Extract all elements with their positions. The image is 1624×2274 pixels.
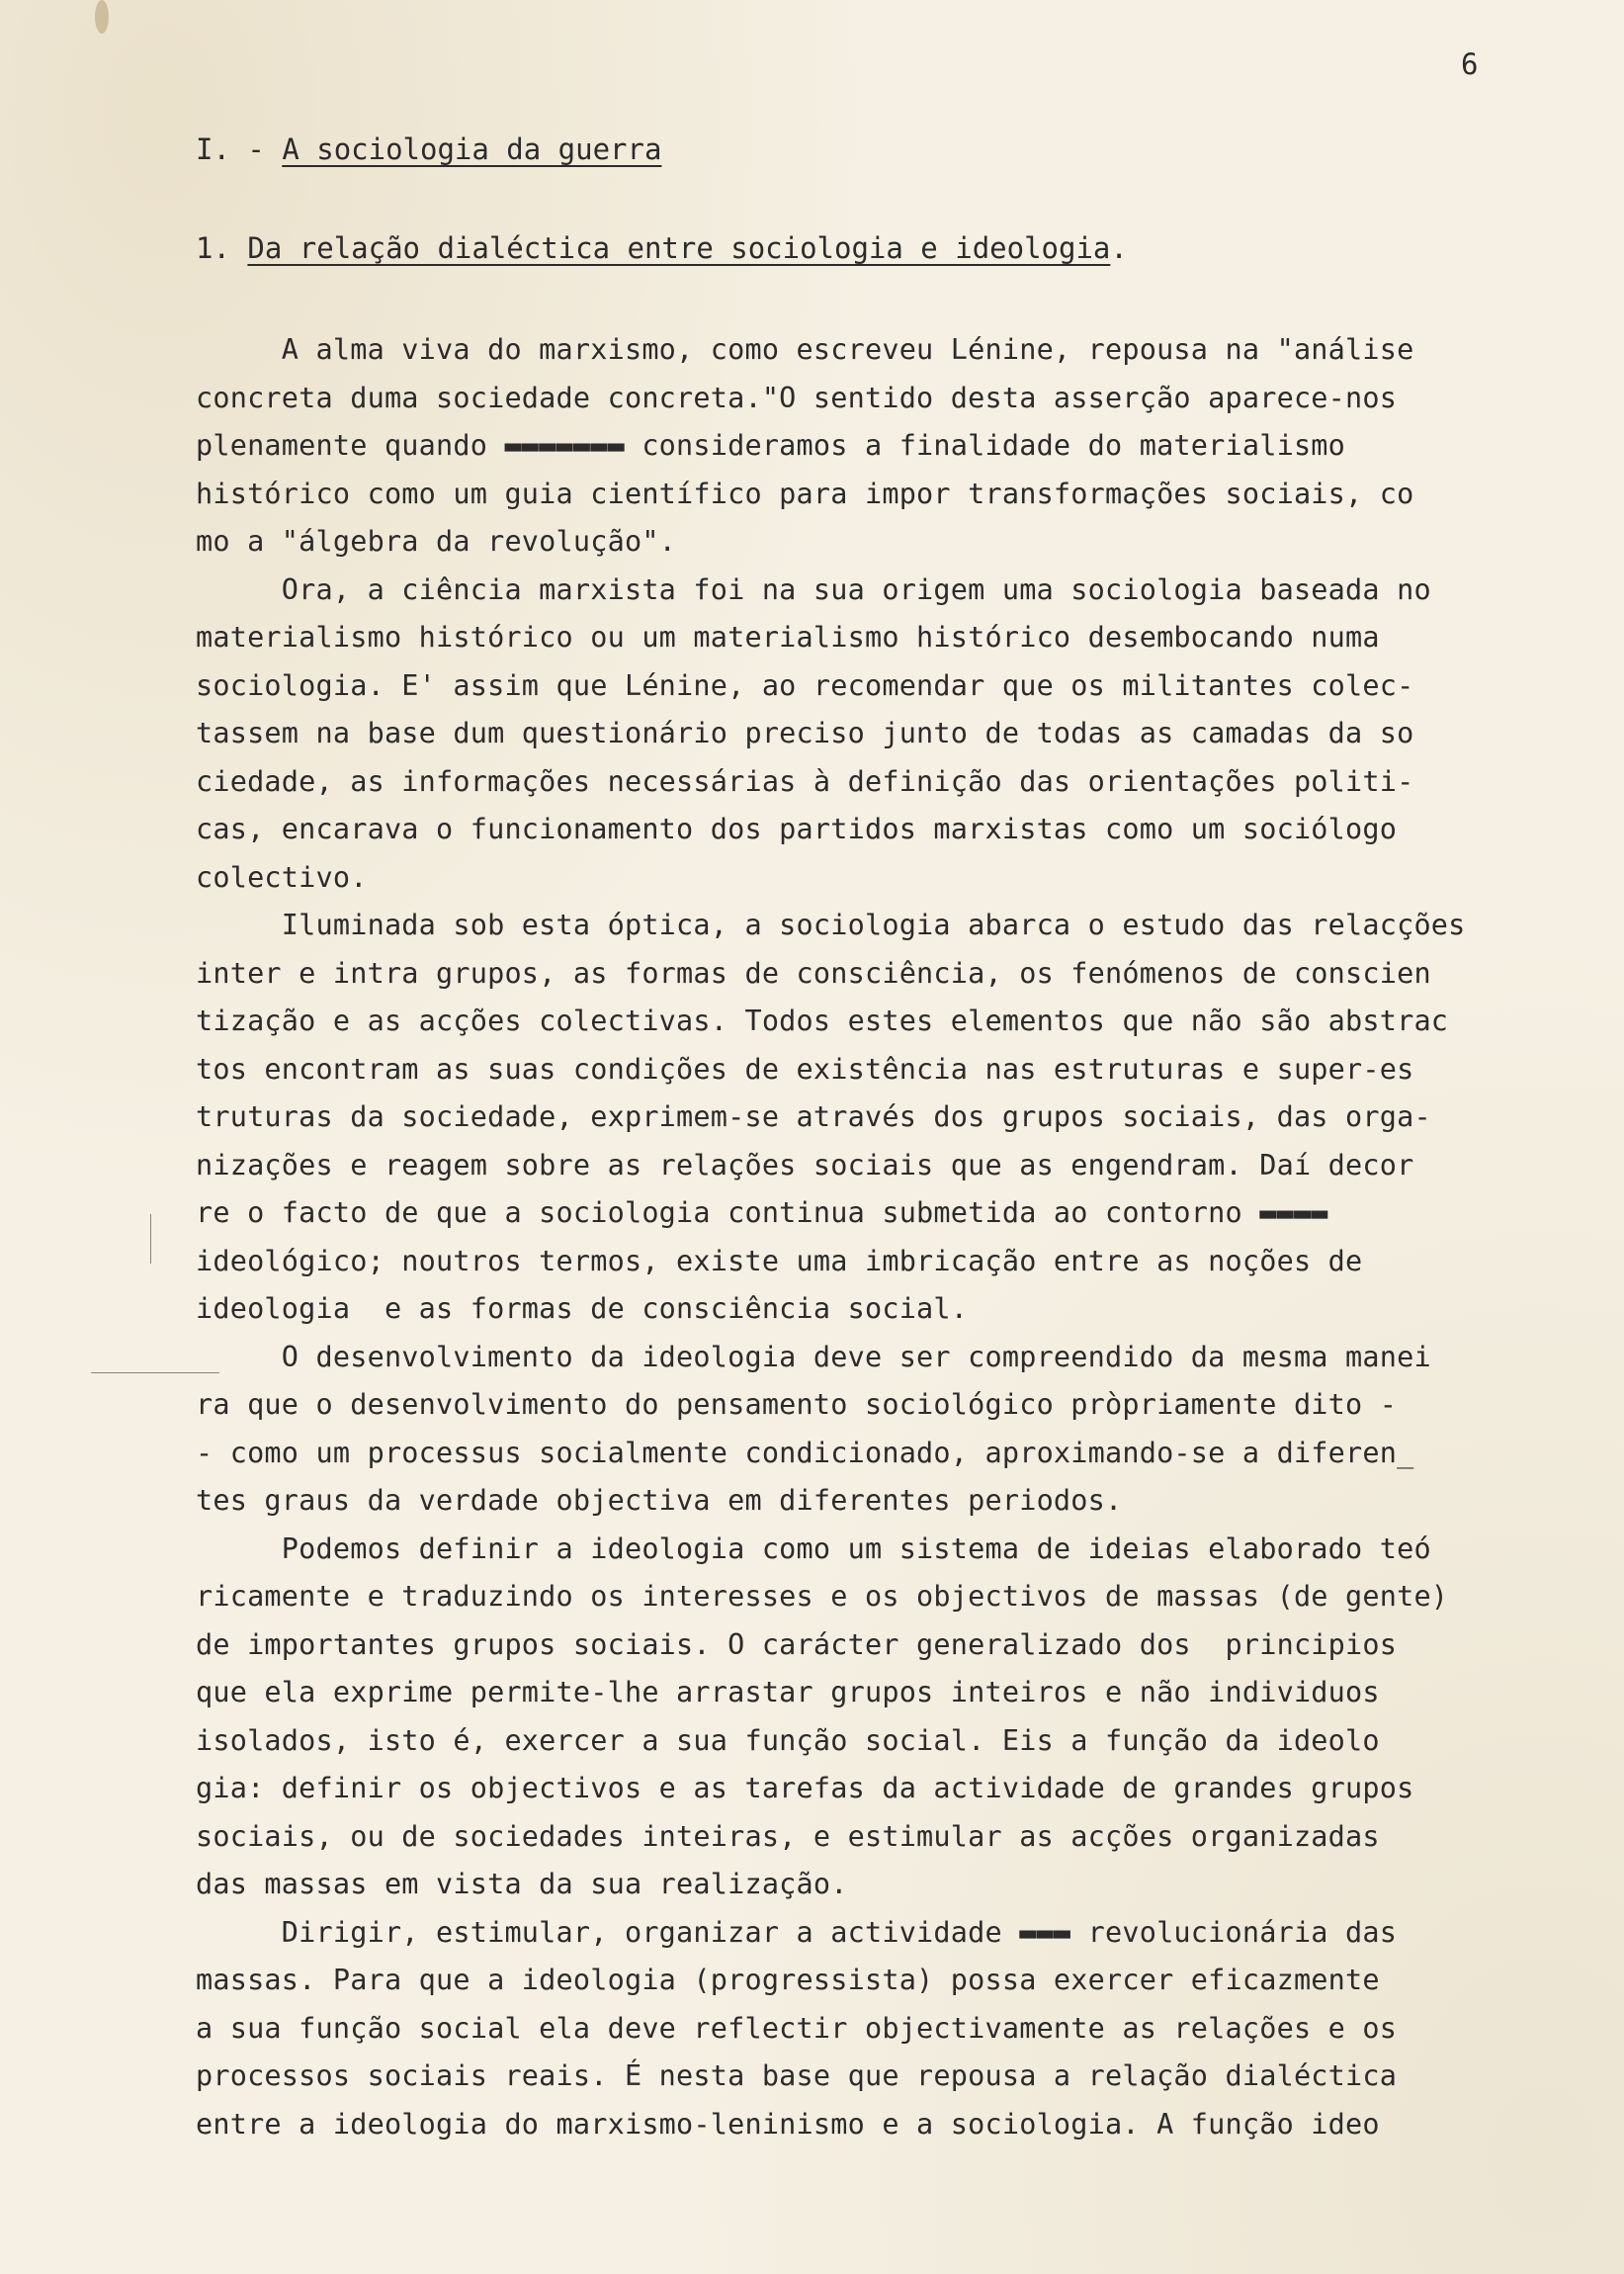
text-line: que ela exprime permite-lhe arrastar grupos inteiros e não individuos — [196, 1676, 1380, 1708]
text-line: tos encontram as suas condições de existência nas estruturas e super-es — [196, 1052, 1414, 1086]
text-line: Dirigir, estimular, organizar a actividade ▬▬▬ revolucionária das — [196, 1915, 1398, 1949]
text-line: isolados, isto é, exercer a sua função social. Eis a função da ideolo — [196, 1723, 1380, 1757]
text-line: massas. Para que a ideologia (progressista) possa exercer eficazmente — [196, 1964, 1380, 1996]
text-line: gia: definir os objectivos e as tarefas da actividade de grandes grupos — [196, 1772, 1414, 1804]
text-line: sociais, ou de sociedades inteiras, e estimular as acções organizadas — [196, 1819, 1380, 1853]
text-line: tização e as acções colectivas. Todos estes elementos que não são abstrac — [196, 1005, 1449, 1037]
text-line: materialismo histórico ou um materialismo histórico desembocando numa — [196, 621, 1380, 654]
text-line: sociologia. E' assim que Lénine, ao recomendar que os militantes colec- — [196, 668, 1414, 702]
text-line: O desenvolvimento da ideologia deve ser compreendido da mesma manei — [196, 1340, 1431, 1373]
text-line: das massas em vista da sua realização. — [196, 1868, 848, 1900]
text-line: entre a ideologia do marxismo-leninismo e a sociologia. A função ideo — [196, 2107, 1380, 2141]
text-line: Podemos definir a ideologia como um sistema de ideias elaborado teó — [196, 1531, 1431, 1565]
text-line: inter e intra grupos, as formas de consciência, os fenómenos de conscien — [196, 956, 1431, 990]
text-line: ra que o desenvolvimento do pensamento sociológico pròpriamente dito - — [196, 1388, 1398, 1421]
section-heading-title: Da relação dialéctica entre sociologia e ideologia — [247, 231, 1111, 265]
text-line: a sua função social ela deve reflectir objectivamente as relações e os — [196, 2011, 1398, 2045]
text-line: Iluminada sob esta óptica, a sociologia abarca o estudo das relacções — [196, 909, 1466, 941]
text-line: truturas da sociedade, exprimem-se através dos grupos sociais, das orga- — [196, 1100, 1431, 1133]
text-line: plenamente quando ▬▬▬▬▬▬▬ consideramos a finalidade do materialismo — [196, 429, 1346, 462]
text-line: colectivo. — [196, 860, 368, 894]
section-heading-suffix: . — [1110, 231, 1128, 265]
text-line: mo a "álgebra da revolução". — [196, 525, 677, 558]
text-line: concreta duma sociedade concreta."O sentido desta asserção aparece-nos — [196, 381, 1398, 414]
text-line: A alma viva do marxismo, como escreveu Lénine, repousa na "análise — [196, 333, 1414, 366]
text-line: re o facto de que a sociologia continua submetida ao contorno ▬▬▬▬ — [196, 1196, 1328, 1229]
text-line: tes graus da verdade objectiva em diferentes periodos. — [196, 1484, 1123, 1517]
chapter-heading-title: A sociologia da guerra — [282, 132, 662, 166]
margin-tick — [150, 1214, 151, 1264]
text-line: processos sociais reais. É nesta base que repousa a relação dialéctica — [196, 2059, 1398, 2092]
chapter-heading — [196, 132, 661, 166]
body-text — [196, 326, 1619, 2148]
text-line: histórico como um guia científico para impor transformações sociais, co — [196, 477, 1414, 510]
text-line: ideológico; noutros termos, existe uma imbricação entre as noções de — [196, 1244, 1363, 1277]
text-line: ricamente e traduzindo os interesses e os objectivos de massas (de gente) — [196, 1580, 1449, 1613]
text-line: ideologia e as formas de consciência social. — [196, 1292, 969, 1325]
section-heading-prefix: 1. — [196, 231, 248, 265]
section-heading — [196, 231, 1128, 265]
text-line: ciedade, as informações necessárias à definição das orientações politi- — [196, 764, 1414, 798]
text-line: tassem na base dum questionário preciso junto de todas as camadas da so — [196, 717, 1414, 749]
text-line: de importantes grupos sociais. O carácter generalizado dos principios — [196, 1627, 1398, 1661]
paper-stain — [95, 0, 109, 34]
chapter-heading-prefix: I. - — [196, 132, 283, 166]
page-number: 6 — [1461, 47, 1479, 81]
text-line: Ora, a ciência marxista foi na sua origem uma sociologia baseada no — [196, 572, 1431, 606]
text-line: cas, encarava o funcionamento dos partidos marxistas como um sociólogo — [196, 813, 1398, 845]
text-line: - como um processus socialmente condicionado, aproximando-se a diferen_ — [196, 1436, 1414, 1469]
text-line: nizações e reagem sobre as relações sociais que as engendram. Daí decor — [196, 1148, 1414, 1181]
margin-rule — [91, 1372, 219, 1373]
